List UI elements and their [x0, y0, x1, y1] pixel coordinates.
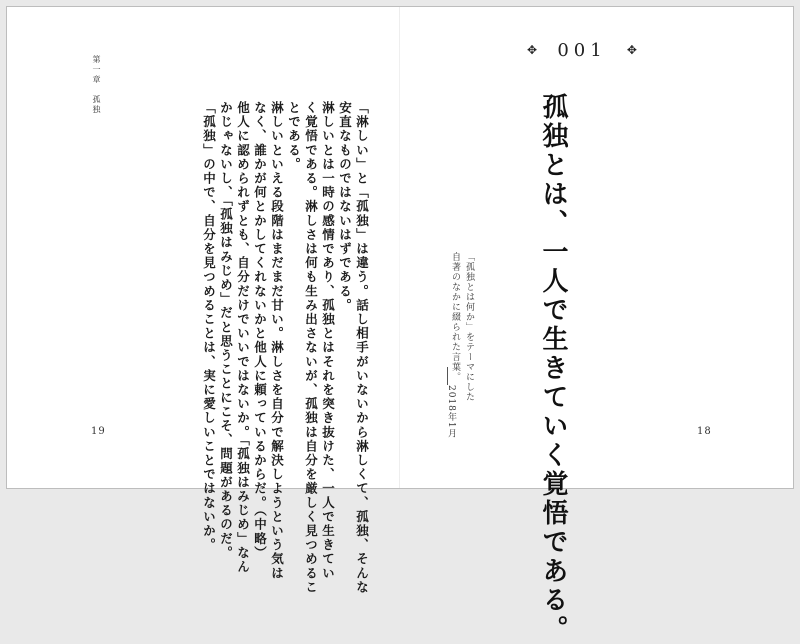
- running-head: 第一章 孤独: [92, 55, 101, 115]
- body-column: 「孤独」の中で、自分を見つめることは、実に愛しいことではないか。: [201, 101, 217, 553]
- source-note-line-2: 自著のなかに綴られた言葉。: [450, 252, 460, 382]
- ornament-right-icon: ✥: [626, 43, 637, 57]
- ornament-left-icon: ✥: [527, 43, 538, 57]
- body-column: 淋しいとは一時の感情であり、孤独とはそれを突き抜けた、一人で生きてい: [320, 101, 336, 581]
- date-line: 2018年1月: [446, 385, 456, 439]
- body-column: かじゃないし、「孤独はみじめ」だと思うことにこそ、問題があるのだ。: [218, 101, 234, 561]
- body-column: 他人に認められずとも、自分だけでいいではないか。「孤独はみじめ」なん: [235, 101, 251, 575]
- gutter-divider: [399, 7, 400, 488]
- chapter-number-heading: [527, 37, 637, 63]
- book-spread: [6, 6, 794, 644]
- page-title: 孤独とは、一人で生きていく覚悟である。: [538, 93, 568, 644]
- body-column: 安直なものではないはずである。: [337, 101, 353, 313]
- source-note-line-1: 「孤独とは何か」をテーマにした: [464, 252, 474, 402]
- page-number-left: 19: [91, 426, 106, 437]
- body-column: く覚悟である。淋しさは何も生み出さないが、孤独は自分を厳しく見つめるこ: [303, 101, 319, 595]
- date-dash: [447, 367, 448, 385]
- page-number-right: 18: [697, 426, 712, 437]
- body-column: とである。: [286, 101, 302, 172]
- entry-number: 001: [557, 39, 607, 61]
- body-column: 淋しいといえる段階はまだまだ甘い。淋しさを自分で解決しようという気は: [269, 101, 285, 581]
- body-column: 「淋しい」と「孤独」は違う。話し相手がいないから淋しくて、孤独、そんな: [354, 101, 370, 595]
- body-column: なく、誰かが何とかしてくれないかと他人に頼っているからだ。（中略）: [252, 101, 268, 561]
